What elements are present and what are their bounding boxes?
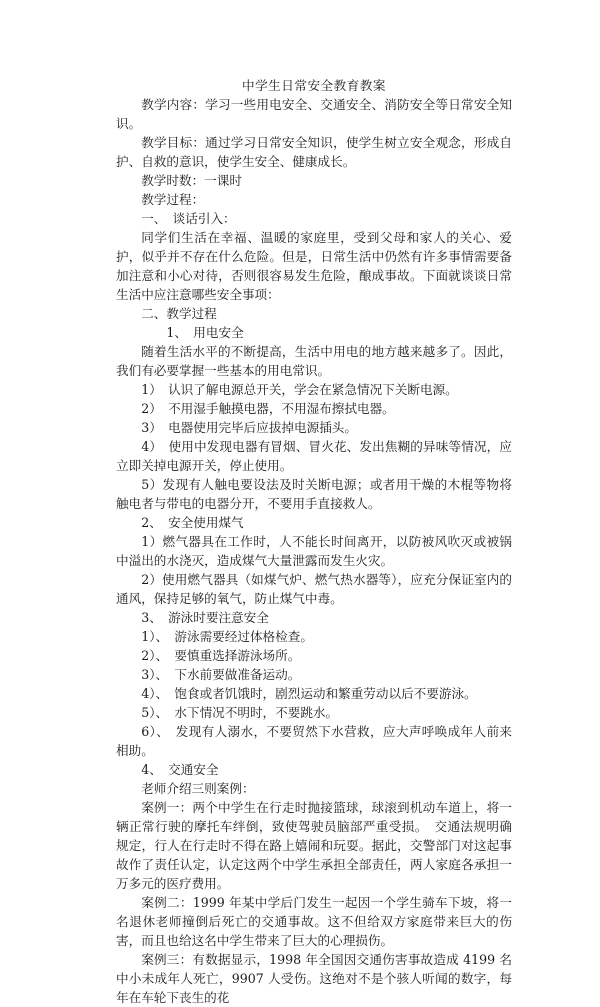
list-item: 6）、 发现有人溺水，不要贸然下水营救，应大声呼唤成年人前来相助。 [116, 724, 512, 758]
paragraph-introduction: 同学们生活在幸福、温暖的家庭里，受到父母和家人的关心、爱护，似乎并不存在什么危险。但是，日常生活中仍然有许多事情需要备加注意和小心对待，否则很容易发生危险，酿成事故。下面就谈谈日常生活中应注意哪些安全事项： [116, 230, 512, 302]
heading-electricity-safety: 1、 用电安全 [166, 325, 244, 340]
list-item: 2）使用燃气器具（如煤气炉、燃气热水器等），应充分保证室内的通风，保持足够的氧气，防止煤气中毒。 [116, 572, 512, 606]
list-item: 5）发现有人触电要设法及时关断电源；或者用干燥的木棍等物将触电者与带电的电器分开，不要用手直接救人。 [116, 477, 512, 511]
paragraph-case-two: 案例二：1999 年某中学后门发生一起因一个学生骑车下坡，将一名退休老师撞倒后死亡的交通事故。这不但给双方家庭带来巨大的伤害，而且也给这名中学生带来了巨大的心理损伤。 [116, 895, 512, 948]
list-item: 4） 使用中发现电器有冒烟、冒火花、发出焦糊的异味等情况，应立即关掉电源开关，停止使用。 [116, 439, 512, 473]
list-item: 1）燃气器具在工作时，人不能长时间离开，以防被风吹灭或被锅中溢出的水浇灭，造成煤气大量泄露而发生火灾。 [116, 534, 512, 568]
list-item: 2）、 要慎重选择游泳场所。 [141, 648, 301, 663]
paragraph-teaching-hours: 教学时数：一课时 [141, 173, 242, 188]
paragraph-teaching-content: 教学内容：学习一些用电安全、交通安全、消防安全等日常安全知识。 [116, 97, 512, 131]
heading-gas-safety: 2、 安全使用煤气 [141, 515, 244, 530]
paragraph-electricity-intro: 随着生活水平的不断提高，生活中用电的地方越来越多了。因此，我们有必要掌握一些基本的用电常识。 [116, 344, 512, 378]
paragraph-cases-intro: 老师介绍三则案例： [141, 781, 255, 796]
list-item: 3）、 下水前要做准备运动。 [141, 667, 301, 682]
list-item: 4）、 饱食或者饥饿时，剧烈运动和繁重劳动以后不要游泳。 [141, 686, 477, 701]
list-item: 3） 电器使用完毕后应拔掉电源插头。 [141, 420, 357, 435]
list-item: 1） 认识了解电源总开关，学会在紧急情况下关断电源。 [141, 382, 458, 397]
paragraph-case-one: 案例一：两个中学生在行走时抛接篮球，球滚到机动车道上，将一辆正常行驶的摩托车绊倒，致使驾驶员脑部严重受损。 交通法规明确规定，行人在行走时不得在路上嬉闹和玩耍。据此，交警部门对这起事故作了责任认定，认定这两个中学生承担全部责任，两人家庭各承担一万多元的医疗费用。 [116, 800, 512, 891]
list-item: 1）、 游泳需要经过体格检查。 [141, 629, 313, 644]
paragraph-teaching-goal: 教学目标：通过学习日常安全知识，使学生树立安全观念，形成自护、自救的意识，使学生安全、健康成长。 [116, 135, 512, 169]
heading-teaching-process: 二、教学过程 [141, 306, 217, 321]
paragraph-case-three: 案例三：有数据显示，1998 年全国因交通伤害事故造成 4199 名中小未成年人死亡，9907 人受伤。这绝对不是个骇人听闻的数字，每年在车轮下丧生的花 [116, 952, 512, 1005]
heading-swimming-safety: 3、 游泳时要注意安全 [141, 610, 269, 625]
heading-introduction: 一、 谈话引入： [141, 211, 236, 226]
list-item: 5）、 水下情况不明时，不要跳水。 [141, 705, 339, 720]
heading-traffic-safety: 4、 交通安全 [141, 762, 219, 777]
document-title: 中学生日常安全教育教案 [241, 78, 387, 93]
paragraph-teaching-process: 教学过程： [141, 192, 205, 207]
list-item: 2） 不用湿手触摸电器，不用湿布擦拭电器。 [141, 401, 395, 416]
